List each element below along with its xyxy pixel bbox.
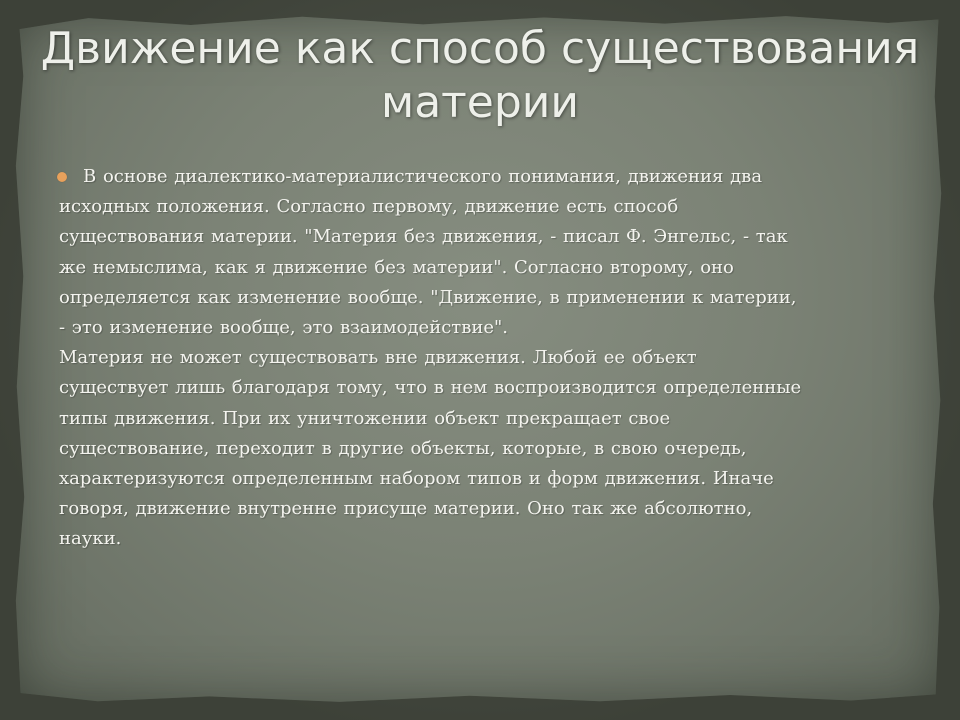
bullet-paragraph [59,162,804,343]
slide-title: Движение как способ существования материи [40,23,920,128]
paragraph-2: Материя не может существовать вне движения. Любой ее объект существует лишь благодаря тому, что в нем воспроизводится определенные типы движения. При их уничтожении объект прекращает свое существование, переходит в другие объекты, которые, в свою очередь, характеризуются определенным набором типов и форм движения. Иначе говоря, движение внутренне присуще материи. Оно так же абсолютно, науки. [59,347,802,550]
paragraph-1: В основе диалектико-материалистического понимания, движения два исходных положения. Согласно первому, движение есть способ существования материи. "Материя без движения, - писал Ф. Энгельс, - так же немыслима, как я движение без материи". Согласно второму, оно определяется как изменение вообще. "Движение, в применении к материи, - это изменение вообще, это взаимодействие". [59,166,797,339]
slide-body [59,162,804,555]
bullet-dot-icon [57,172,67,182]
